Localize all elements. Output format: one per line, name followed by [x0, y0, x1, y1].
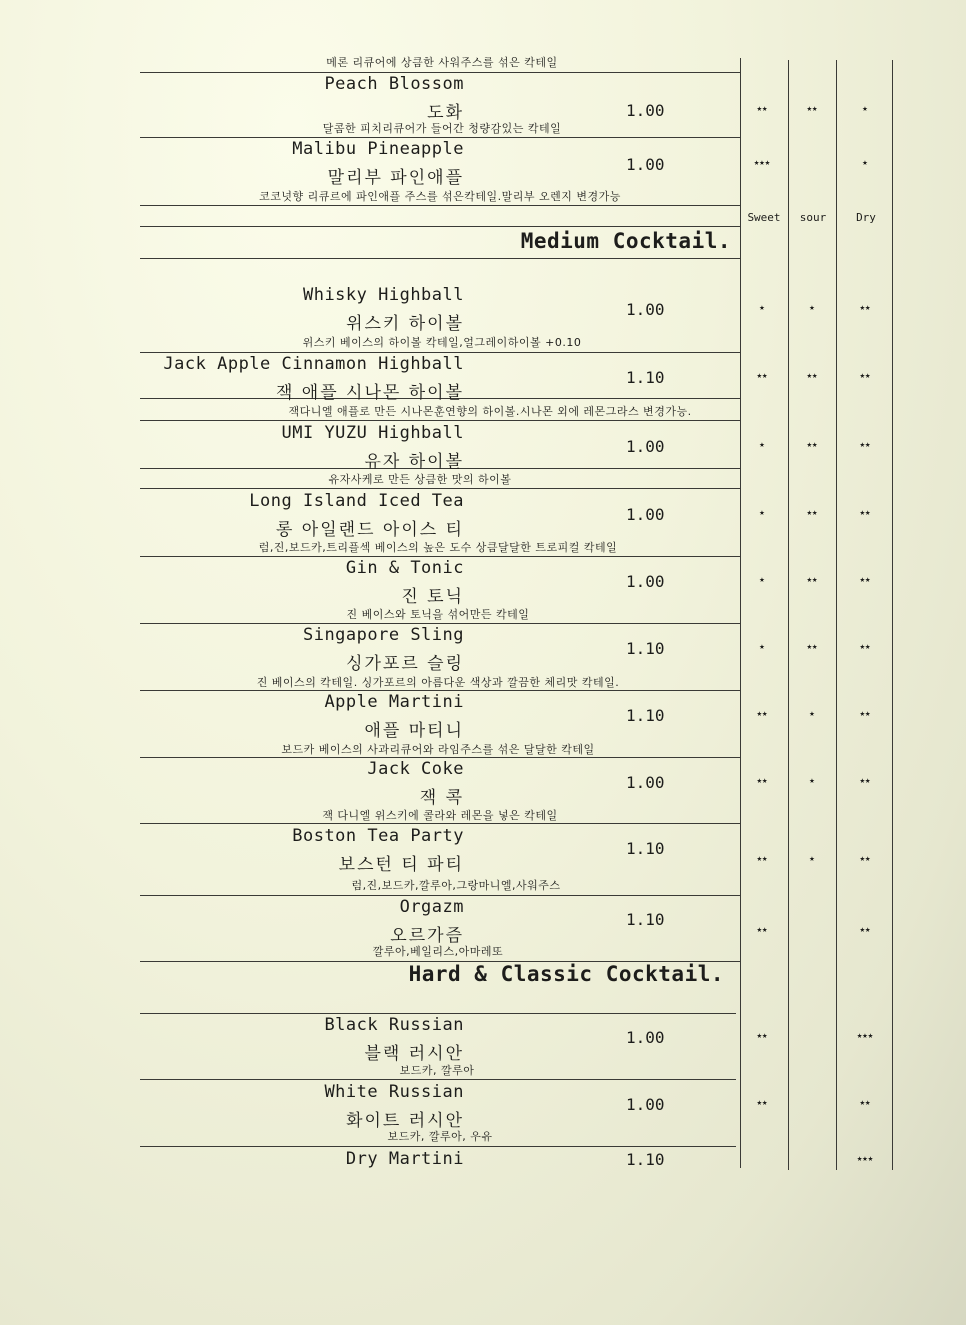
row-divider [140, 757, 740, 758]
item-name-ko: 진 토닉 [401, 587, 464, 607]
item-price: 1.10 [626, 639, 665, 658]
item-description: 메론 리큐어에 상큼한 사워주스를 섞은 칵테일 [326, 56, 558, 69]
row-divider [140, 823, 740, 824]
item-name-en: Whisky Highball [302, 285, 464, 305]
rating-dry: ★★ [859, 508, 871, 518]
rating-sour: ★★ [806, 371, 818, 381]
item-name-ko: 화이트 러시안 [346, 1111, 464, 1131]
item-name-ko: 싱가포르 슬링 [346, 654, 464, 674]
item-description: 보드카, 깔루아 [399, 1064, 475, 1077]
item-name-ko: 잭 애플 시나몬 하이볼 [275, 383, 464, 403]
rating-sour: ★ [809, 854, 815, 864]
rating-sour: ★★ [806, 440, 818, 450]
rating-sour: ★★ [806, 575, 818, 585]
item-name-ko: 잭 콕 [419, 788, 464, 808]
row-divider [140, 623, 740, 624]
rating-sweet: ★★ [756, 104, 768, 114]
column-divider [892, 60, 893, 1170]
section-heading-medium: Medium Cocktail. [520, 229, 731, 253]
item-name-ko: 말리부 파인애플 [327, 168, 464, 188]
item-description: 위스키 베이스의 하이볼 칵테일,얼그레이하이볼 +0.10 [302, 336, 582, 349]
item-name-ko: 위스키 하이볼 [346, 314, 464, 334]
rating-sweet: ★★ [756, 776, 768, 786]
row-divider [140, 226, 740, 227]
item-name-ko: 블랙 러시안 [364, 1044, 464, 1064]
item-price: 1.10 [626, 1150, 665, 1169]
item-name-en: Peach Blossom [324, 74, 464, 94]
item-name-en: Black Russian [324, 1015, 464, 1035]
rating-sweet: ★ [759, 303, 765, 313]
rating-sweet: ★★ [756, 925, 768, 935]
row-divider [140, 488, 740, 489]
item-price: 1.00 [626, 300, 665, 319]
rating-sweet: ★ [759, 575, 765, 585]
item-name-en: Orgazm [399, 897, 464, 917]
rating-sour: ★★ [806, 642, 818, 652]
rating-dry: ★★ [859, 371, 871, 381]
item-description: 코코넛향 리큐르에 파인애플 주스를 섞은칵테일.말리부 오렌지 변경가능 [259, 190, 621, 203]
rating-sour: ★ [809, 303, 815, 313]
item-description: 보드카, 깔루아, 우유 [387, 1130, 493, 1143]
rating-dry: ★ [862, 104, 868, 114]
rating-dry: ★★ [859, 854, 871, 864]
row-divider [140, 205, 740, 206]
rating-sour: ★ [809, 709, 815, 719]
item-name-en: Apple Martini [324, 692, 464, 712]
item-description: 잭 다니엘 위스키에 콜라와 레몬을 넣은 칵테일 [322, 809, 558, 822]
item-price: 1.00 [626, 1028, 665, 1047]
section-heading-hard-classic: Hard & Classic Cocktail. [408, 962, 724, 986]
item-price: 1.00 [626, 572, 665, 591]
item-price: 1.00 [626, 773, 665, 792]
column-divider [836, 60, 837, 1170]
rating-dry: ★★★ [856, 1154, 874, 1164]
row-divider [140, 895, 740, 896]
item-price: 1.00 [626, 1095, 665, 1114]
item-name-en: UMI YUZU Highball [281, 423, 464, 443]
rating-dry: ★★ [859, 642, 871, 652]
rating-dry: ★★ [859, 709, 871, 719]
item-name-ko: 애플 마티니 [364, 721, 464, 741]
row-divider [140, 352, 740, 353]
column-header-sweet: Sweet [747, 211, 781, 224]
item-price: 1.10 [626, 368, 665, 387]
row-divider [140, 1146, 736, 1147]
rating-sweet: ★★★ [753, 158, 771, 168]
rating-sweet: ★★ [756, 854, 768, 864]
rating-dry: ★★★ [856, 1031, 874, 1041]
item-description: 진 베이스와 토닉을 섞어만든 칵테일 [346, 608, 530, 621]
item-name-ko: 오르가즘 [390, 926, 464, 946]
row-divider [140, 556, 740, 557]
item-price: 1.00 [626, 505, 665, 524]
item-price: 1.00 [626, 437, 665, 456]
item-description: 유자사케로 만든 상큼한 맛의 하이볼 [328, 473, 512, 486]
rating-dry: ★★ [859, 440, 871, 450]
item-name-en: Dry Martini [345, 1149, 464, 1169]
item-name-en: Gin & Tonic [345, 558, 464, 578]
row-divider [140, 258, 740, 259]
item-description: 럼,진,보드카,트리플섹 베이스의 높은 도수 상큼달달한 트로피컬 칵테일 [258, 541, 618, 554]
rating-dry: ★★ [859, 303, 871, 313]
rating-sweet: ★★ [756, 371, 768, 381]
item-description: 럼,진,보드카,깔루아,그랑마니엘,사워주스 [351, 879, 561, 892]
row-divider [140, 690, 740, 691]
item-description: 보드카 베이스의 사과리큐어와 라임주스를 섞은 달달한 칵테일 [281, 743, 595, 756]
column-divider [740, 58, 741, 1168]
rating-dry: ★★ [859, 925, 871, 935]
item-name-en: White Russian [324, 1082, 464, 1102]
item-name-ko: 도화 [427, 103, 464, 123]
row-divider [140, 420, 740, 421]
item-description: 잭다니엘 애플로 만든 시나몬훈연향의 하이볼.시나몬 외에 레몬그라스 변경가능. [288, 405, 692, 418]
rating-dry: ★★ [859, 575, 871, 585]
item-price: 1.00 [626, 101, 665, 120]
rating-sweet: ★ [759, 642, 765, 652]
item-name-en: Boston Tea Party [292, 826, 464, 846]
rating-dry: ★★ [859, 1098, 871, 1108]
item-name-en: Jack Coke [367, 759, 464, 779]
item-name-en: Long Island Iced Tea [249, 491, 464, 511]
row-divider [140, 72, 740, 73]
column-divider [788, 60, 789, 1170]
item-name-en: Singapore Sling [302, 625, 464, 645]
rating-sour: ★★ [806, 104, 818, 114]
rating-sour: ★ [809, 776, 815, 786]
item-description: 진 베이스의 칵테일. 싱가포르의 아름다운 색상과 깔끔한 체리맛 칵테일. [256, 676, 620, 689]
item-name-ko: 유자 하이볼 [364, 452, 464, 472]
item-price: 1.10 [626, 706, 665, 725]
rating-sweet: ★★ [756, 709, 768, 719]
item-name-ko: 보스턴 티 파티 [338, 855, 464, 875]
item-description: 달콤한 피치리큐어가 들어간 청량감있는 칵테일 [322, 122, 562, 135]
rating-sweet: ★★ [756, 1098, 768, 1108]
rating-sour: ★★ [806, 508, 818, 518]
item-price: 1.10 [626, 910, 665, 929]
item-description: 깔루아,베일리스,아마레또 [372, 945, 504, 958]
item-price: 1.10 [626, 839, 665, 858]
item-name-en: Malibu Pineapple [292, 139, 464, 159]
row-divider [140, 137, 740, 138]
rating-dry: ★ [862, 158, 868, 168]
rating-sweet: ★ [759, 440, 765, 450]
column-header-sour: sour [799, 211, 827, 224]
rating-dry: ★★ [859, 776, 871, 786]
column-header-dry: Dry [856, 211, 876, 224]
item-price: 1.00 [626, 155, 665, 174]
rating-sweet: ★ [759, 508, 765, 518]
item-name-en: Jack Apple Cinnamon Highball [163, 354, 464, 374]
row-divider [140, 1079, 736, 1080]
row-divider [140, 1013, 736, 1014]
item-name-ko: 롱 아일랜드 아이스 티 [275, 520, 464, 540]
rating-sweet: ★★ [756, 1031, 768, 1041]
